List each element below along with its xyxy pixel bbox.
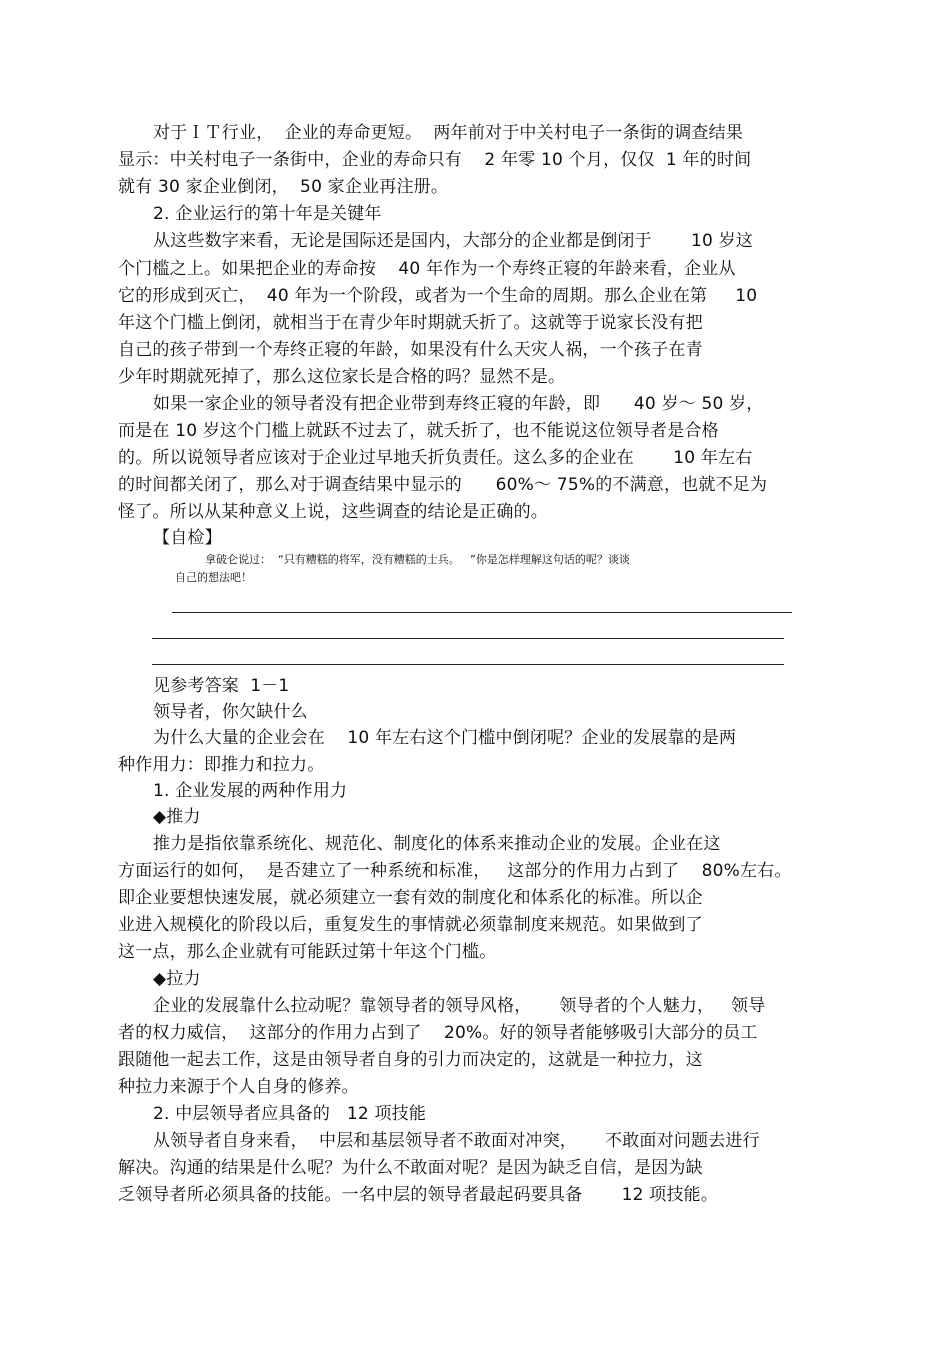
paragraph-line: 即企业要想快速发展，就必须建立一套有效的制度化和体系化的标准。所以企 — [118, 888, 703, 908]
paragraph-line: 的时间都关闭了，那么对于调查结果中显示的 60%～ 75%的不满意，也就不足为 — [118, 475, 768, 495]
paragraph-line: 年这个门槛上倒闭，就相当于在青少年时期就夭折了。这就等于说家长没有把 — [118, 313, 703, 333]
paragraph-line: 从领导者自身来看， 中层和基层领导者不敢面对冲突， 不敢面对问题去进行 — [153, 1131, 760, 1151]
answer-line — [152, 664, 784, 665]
paragraph-line: 解决。沟通的结果是什么呢？为什么不敢面对呢？是因为缺乏自信，是因为缺 — [118, 1158, 703, 1178]
paragraph-line: 对于ＩＴ行业， 企业的寿命更短。 两年前对于中关村电子一条街的调查结果 — [153, 123, 744, 143]
paragraph-line: 自己的孩子带到一个寿终正寝的年龄，如果没有什么天灾人祸，一个孩子在青 — [118, 340, 703, 360]
answer-line — [172, 612, 792, 613]
paragraph-line: 推力是指依靠系统化、规范化、制度化的体系来推动企业的发展。企业在这 — [153, 834, 721, 854]
paragraph-line: 如果一家企业的领导者没有把企业带到寿终正寝的年龄，即 40 岁～ 50 岁， — [153, 394, 764, 414]
bullet-heading: ◆拉力 — [153, 969, 201, 989]
paragraph-line: 个门槛之上。如果把企业的寿命按 40 年作为一个寿终正寝的年龄来看，企业从 — [118, 259, 736, 279]
paragraph-line: 跟随他一起去工作，这是由领导者自身的引力而决定的，这就是一种拉力，这 — [118, 1050, 703, 1070]
self-check-question: 自己的想法吧！ — [175, 571, 252, 584]
reference-answer-note: 见参考答案 1－1 — [153, 676, 290, 696]
section-heading: 领导者，你欠缺什么 — [153, 702, 308, 722]
paragraph-line: 的。所以说领导者应该对于企业过早地夭折负责任。这么多的企业在 10 年左右 — [118, 448, 753, 468]
paragraph-line: 少年时期就死掉了，那么这位家长是合格的吗？显然不是。 — [118, 367, 566, 387]
paragraph-line: 乏领导者所必须具备的技能。一名中层的领导者最起码要具备 12 项技能。 — [118, 1185, 719, 1205]
bullet-heading: ◆推力 — [153, 807, 201, 827]
paragraph-line: 为什么大量的企业会在 10 年左右这个门槛中倒闭呢？企业的发展靠的是两 — [153, 728, 737, 748]
paragraph-line: 方面运行的如何， 是否建立了一种系统和标准， 这部分的作用力占到了 80%左右。 — [118, 861, 792, 881]
section-heading: 2. 中层领导者应具备的 12 项技能 — [153, 1104, 427, 1124]
paragraph-line: 这一点，那么企业就有可能跃过第十年这个门槛。 — [118, 942, 497, 962]
paragraph-line: 企业的发展靠什么拉动呢？靠领导者的领导风格， 领导者的个人魅力， 领导 — [153, 996, 766, 1016]
paragraph-line: 种拉力来源于个人自身的修养。 — [118, 1077, 359, 1097]
paragraph-line: 业进入规模化的阶段以后，重复发生的事情就必须靠制度来规范。如果做到了 — [118, 915, 703, 935]
self-check-heading: 【自检】 — [153, 528, 222, 548]
paragraph-line: 就有 30 家企业倒闭， 50 家企业再注册。 — [118, 177, 449, 197]
paragraph-line: 它的形成到灭亡， 40 年为一个阶段，或者为一个生命的周期。那么企业在第 10 — [118, 286, 758, 306]
answer-line — [152, 638, 784, 639]
section-heading: 2. 企业运行的第十年是关键年 — [153, 204, 382, 224]
paragraph-line: 从这些数字来看，无论是国际还是国内，大部分的企业都是倒闭于 10 岁这 — [153, 231, 754, 251]
self-check-question: 拿破仑说过： “只有糟糕的将军，没有糟糕的士兵。 ”你是怎样理解这句话的呢？谈谈 — [205, 553, 630, 566]
paragraph-line: 者的权力威信， 这部分的作用力占到了 20%。好的领导者能够吸引大部分的员工 — [118, 1023, 758, 1043]
paragraph-line: 种作用力：即推力和拉力。 — [118, 755, 325, 775]
paragraph-line: 怪了。所以从某种意义上说，这些调查的结论是正确的。 — [118, 502, 548, 522]
section-heading: 1. 企业发展的两种作用力 — [153, 781, 348, 801]
paragraph-line: 而是在 10 岁这个门槛上就跃不过去了，就夭折了，也不能说这位领导者是合格 — [118, 421, 719, 441]
paragraph-line: 显示：中关村电子一条街中，企业的寿命只有 2 年零 10 个月，仅仅 1 年的时间 — [118, 150, 752, 170]
